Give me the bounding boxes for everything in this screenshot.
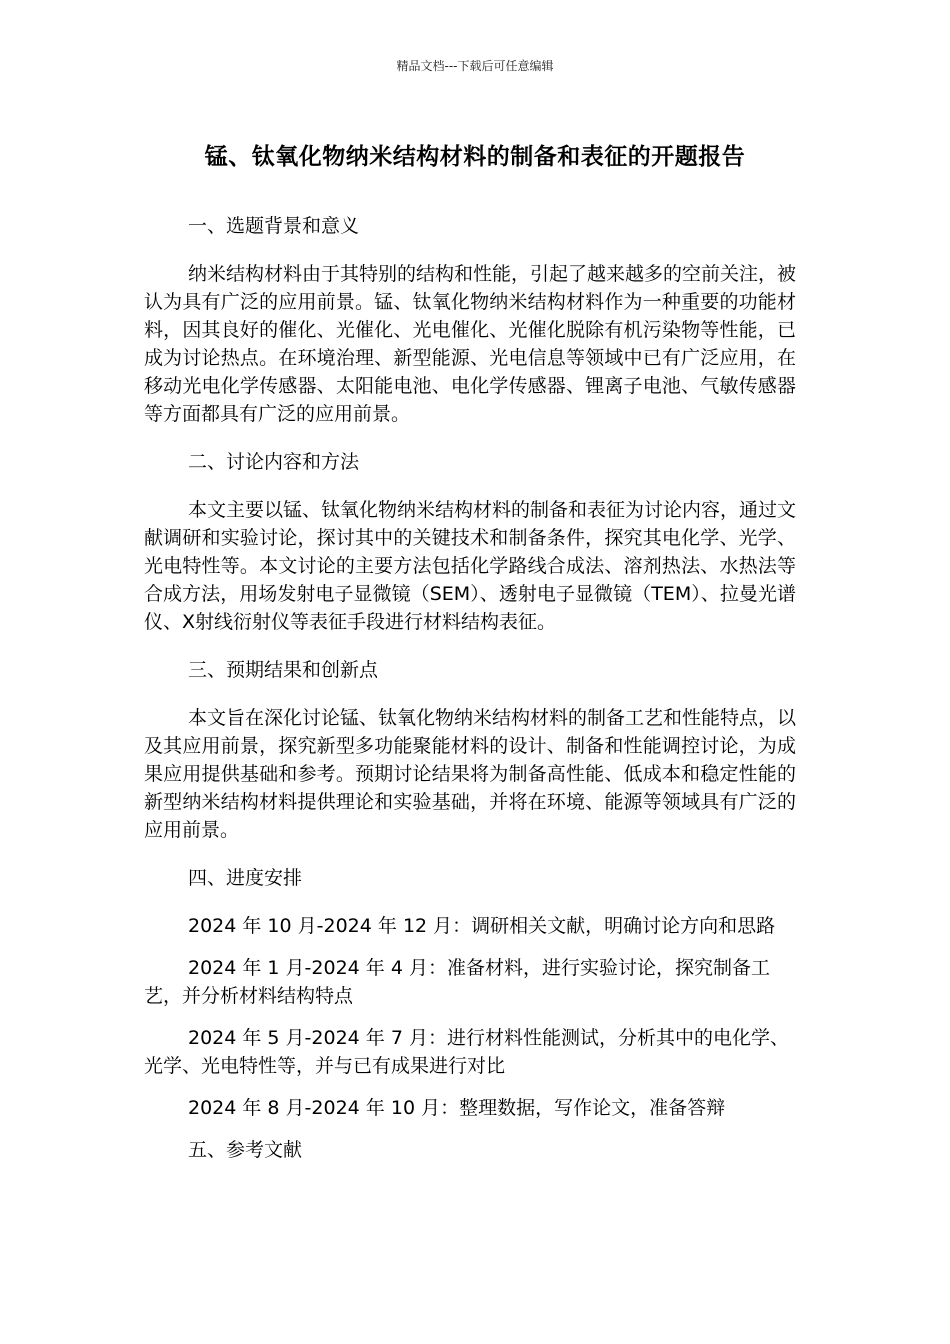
- paragraph-content-methods: 本文主要以锰、钛氧化物纳米结构材料的制备和表征为讨论内容，通过文献调研和实验讨论，探讨其中的关键技术和制备条件，探究其电化学、光学、光电特性等。本文讨论的主要方法包括化学路线合成法、溶剂热法、水热法等合成方法，用场发射电子显微镜（SEM）、透射电子显微镜（TEM）、拉曼光谱仪、X射线衍射仪等表征手段进行材料结构表征。: [144, 499, 797, 633]
- section-heading-content-methods: 二、讨论内容和方法: [188, 451, 360, 473]
- page-header: 精品文档---下载后可任意编辑: [396, 59, 554, 73]
- paragraph-background: 纳米结构材料由于其特别的结构和性能，引起了越来越多的空前关注，被认为具有广泛的应用前景。锰、钛氧化物纳米结构材料作为一种重要的功能材料，因其良好的催化、光催化、光电催化、光催化脱除有机污染物等性能，已成为讨论热点。在环境治理、新型能源、光电信息等领域中已有广泛应用，在移动光电化学传感器、太阳能电池、电化学传感器、锂离子电池、气敏传感器等方面都具有广泛的应用前景。: [144, 263, 797, 425]
- schedule-item: 2024 年 5 月-2024 年 7 月：进行材料性能测试，分析其中的电化学、光学、光电特性等，并与已有成果进行对比: [144, 1027, 789, 1077]
- section-heading-expected-results: 三、预期结果和创新点: [188, 659, 379, 681]
- schedule-item: 2024 年 10 月-2024 年 12 月：调研相关文献，明确讨论方向和思路: [188, 915, 776, 937]
- paragraph-expected-results: 本文旨在深化讨论锰、钛氧化物纳米结构材料的制备工艺和性能特点，以及其应用前景，探究新型多功能聚能材料的设计、制备和性能调控讨论，为成果应用提供基础和参考。预期讨论结果将为制备高性能、低成本和稳定性能的新型纳米结构材料提供理论和实验基础，并将在环境、能源等领域具有广泛的应用前景。: [144, 707, 797, 841]
- section-heading-schedule: 四、进度安排: [188, 867, 303, 889]
- schedule-item: 2024 年 8 月-2024 年 10 月：整理数据，写作论文，准备答辩: [188, 1097, 726, 1119]
- document-title: 锰、钛氧化物纳米结构材料的制备和表征的开题报告: [204, 144, 746, 170]
- section-heading-background: 一、选题背景和意义: [188, 215, 360, 237]
- document-body: [144, 212, 796, 1184]
- schedule-item: 2024 年 1 月-2024 年 4 月：准备材料，进行实验讨论，探究制备工艺，并分析材料结构特点: [144, 957, 770, 1007]
- section-heading-references: 五、参考文献: [188, 1139, 303, 1161]
